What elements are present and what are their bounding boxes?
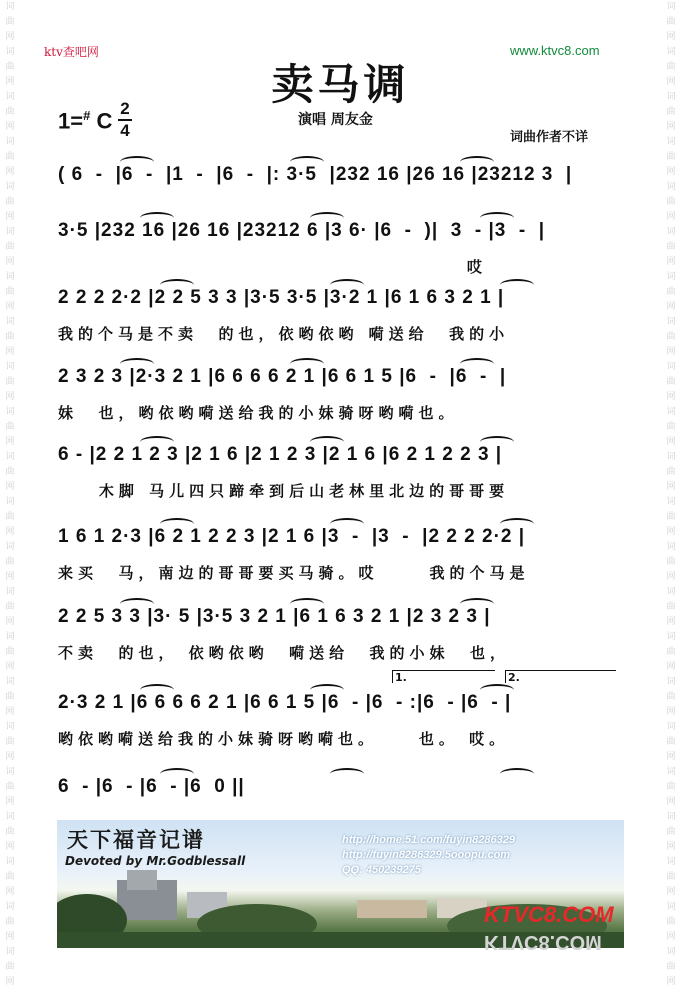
key-prefix: 1=	[58, 108, 84, 134]
notation-text: 6 - |6 - |6 - |6 0 ||	[58, 776, 245, 797]
slur-mark	[330, 279, 364, 291]
ktvc8-logo: KTVC8.COM	[484, 902, 614, 927]
slur-mark	[460, 598, 494, 610]
meter-top: 2	[120, 99, 130, 118]
slur-mark	[460, 358, 494, 370]
slur-mark	[290, 598, 324, 610]
notation-text: 2 2 5 3 3 |3· 5 |3·5 3 2 1 |6 1 6 3 2 1 |2 3 2 3 |	[58, 606, 491, 627]
slur-mark	[120, 598, 154, 610]
lyric-line: 妹 也，哟依哟嗬送给我的小妹骑呀哟嗬也。	[58, 404, 459, 422]
slur-mark	[160, 518, 194, 530]
notation-text: 2 2 2 2·2 |2 2 5 3 3 |3·5 3·5 |3·2 1 |6 1 6 3 2 1 |	[58, 287, 505, 308]
sharp-sign: #	[83, 108, 91, 123]
ktvc8-logo-reflection: KTVC8.COM	[484, 931, 602, 953]
slur-mark	[500, 768, 534, 780]
slur-mark	[310, 212, 344, 224]
ending-1-label: 1.	[395, 671, 407, 684]
key-note: C	[96, 108, 113, 134]
slur-mark	[120, 358, 154, 370]
notation-text: 2·3 2 1 |6 6 6 6 2 1 |6 6 1 5 |6 - |6 - :|6 - |6 - |	[58, 692, 512, 713]
slur-mark	[310, 684, 344, 696]
ending-2	[505, 670, 616, 683]
meter-bottom: 4	[120, 121, 130, 140]
slur-mark	[120, 156, 154, 168]
composer-credit: 词曲作者不详	[510, 130, 589, 145]
ending-1	[392, 670, 495, 683]
lyric-line: 哟依哟嗬送给我的小妹骑呀哟嗬也。 也。 哎。	[58, 730, 510, 748]
slur-mark	[290, 156, 324, 168]
banner-link-1[interactable]: http://home.51.com/fuyin8286329	[342, 834, 515, 846]
slur-mark	[480, 212, 514, 224]
notation-text: 6 - |2 2 1 2 3 |2 1 6 |2 1 2 3 |2 1 6 |6 2 1 2 2 3 |	[58, 444, 503, 465]
watermark-right: 词曲网词曲网词曲网词曲网词曲网词曲网词曲网词曲网词曲网词曲网词曲网词曲网词曲网词曲网词曲网词曲网词曲网词曲网词曲网词曲网词曲网词曲网	[666, 2, 676, 987]
banner-qq: QQ: 450239275	[342, 864, 421, 876]
slur-mark	[500, 279, 534, 291]
slur-mark	[330, 768, 364, 780]
lyric-line: 哎	[58, 258, 487, 276]
slur-mark	[480, 684, 514, 696]
notation-text: ( 6 - |6 - |1 - |6 - |: 3·5 |232 16 |26 16 |23212 3 |	[58, 164, 573, 185]
slur-mark	[290, 358, 324, 370]
slur-mark	[460, 156, 494, 168]
slur-mark	[500, 518, 534, 530]
slur-mark	[160, 768, 194, 780]
time-signature	[118, 100, 132, 140]
lyric-line: 我的个马是不卖 的也，依哟依哟 嗬送给 我的小	[58, 325, 510, 343]
slur-mark	[160, 279, 194, 291]
banner-subtitle: Devoted by Mr.Godblessall	[65, 854, 246, 868]
notation-text: 3·5 |232 16 |26 16 |23212 6 |3 6· |6 - )| 3 - |3 - |	[58, 220, 546, 241]
singer-credit: 演唱 周友金	[298, 112, 373, 128]
key-signature	[58, 108, 112, 134]
slur-mark	[330, 518, 364, 530]
banner-link-2[interactable]: http://fuyin8286329.5ooopu.com	[342, 849, 511, 861]
site-name-left[interactable]: ktv查吧网	[44, 45, 99, 59]
song-title: 卖马调	[271, 60, 410, 109]
slur-mark	[140, 436, 174, 448]
slur-mark	[480, 436, 514, 448]
lyric-line: 木脚 马儿四只蹄牵到后山老林里北边的哥哥要	[58, 482, 510, 500]
slur-mark	[140, 212, 174, 224]
lyric-line: 来买 马，南边的哥哥要买马骑。哎 我的个马是	[58, 564, 530, 582]
notation-text: 2 3 2 3 |2·3 2 1 |6 6 6 6 2 1 |6 6 1 5 |6 - |6 - |	[58, 366, 507, 387]
banner-title: 天下福音记谱	[67, 828, 205, 852]
footer-banner	[57, 820, 624, 948]
site-url-right[interactable]: www.ktvc8.com	[510, 43, 600, 58]
ending-2-label: 2.	[508, 671, 520, 684]
watermark-left: 词曲网词曲网词曲网词曲网词曲网词曲网词曲网词曲网词曲网词曲网词曲网词曲网词曲网词曲网词曲网词曲网词曲网词曲网词曲网词曲网词曲网词曲网	[5, 2, 15, 987]
lyric-line: 不卖 的也， 依哟依哟 嗬送给 我的小妹 也，	[58, 644, 511, 662]
slur-mark	[310, 436, 344, 448]
slur-mark	[140, 684, 174, 696]
notation-text: 1 6 1 2·3 |6 2 1 2 2 3 |2 1 6 |3 - |3 - |2 2 2 2·2 |	[58, 526, 526, 547]
